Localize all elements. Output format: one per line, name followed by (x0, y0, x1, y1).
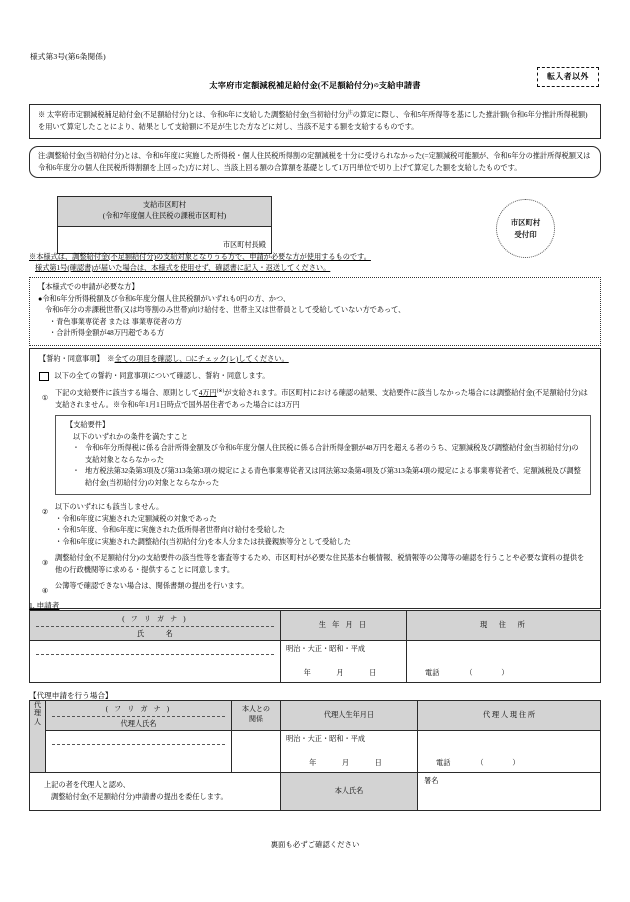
proxy-name-divider (52, 744, 225, 745)
pledge-item-1-amount-sup: (※) (216, 389, 225, 395)
section-applicant-title: 1. 申請者 (29, 601, 60, 610)
usage-note-text-1: 本様式は、調整給付金(不足額給付分)の支給対象となりうる方で、申請が必要な方が使用するものです。 (36, 253, 371, 261)
proxy-era-options: 明治・大正・昭和・平成 (286, 734, 366, 743)
pledge-agreement-box (29, 348, 601, 609)
note-overview-text-1: 太宰府市定額減税補足給付金(不足額給付分)とは、令和6年に支給した調整給付金(当初給付分) (47, 111, 348, 119)
pledge-item-2-bullet-3: ・令和6年度に実施された調整給付(当初給付分)を本人分または扶養親族等分として受給した (55, 537, 351, 546)
municipality-table (57, 196, 272, 254)
proxy-relation-label-line1: 本人との (242, 705, 270, 713)
note-overview-superscript: 注 (347, 111, 353, 116)
municipality-header-cell (58, 197, 272, 227)
pledge-item-1-amount: 4万円 (198, 389, 217, 398)
pledge-title-mark: ※ (107, 355, 115, 363)
note-box-footnote (29, 146, 601, 178)
applicant-name-header-cell (30, 611, 281, 641)
pledge-checkbox[interactable] (39, 372, 49, 382)
pledge-item-4-text: 公簿等で確認できない場合は、関係書類の提出を行います。 (55, 582, 249, 591)
eligibility-line-1: ●令和6年分所得税額及び令和6年度分個人住民税額がいずれも0円の方、かつ、 (38, 294, 291, 303)
delegation-line-1: 上記の者を代理人と認め、 (44, 780, 130, 789)
proxy-tel-paren: （ ） (476, 759, 520, 768)
proxy-relation-header-cell (232, 701, 281, 731)
eligibility-required-box (29, 277, 601, 346)
proxy-input-row (30, 730, 601, 772)
proxy-vertical-label-char: 理 (34, 709, 41, 718)
page-title (0, 80, 630, 92)
pledge-item-1 (39, 388, 591, 497)
applicant-tel-label: 電話 (425, 669, 440, 678)
signature-label: 署名 (424, 776, 439, 785)
proxy-dob-header-cell (281, 701, 418, 731)
proxy-dob-input-cell[interactable] (281, 730, 418, 772)
applicant-furigana-label: ( フ リ ガ ナ ) (122, 614, 188, 623)
note-box-overview (29, 104, 601, 139)
pledge-item-1-text-b: が支給されます。市区町村における確認の結果、支給要件に該当しなかった場合には調整給付金(不足額給付分)は支給されません。 (55, 389, 588, 409)
pledge-item-1-body (55, 388, 591, 497)
proxy-tel-label: 電話 (436, 759, 451, 768)
proxy-address-label: 代 理 人 現 住 所 (482, 711, 536, 720)
form-number: 様式第3号(第6条関係) (30, 52, 106, 61)
proxy-vertical-label-char: 人 (34, 717, 41, 726)
note-overview-text-2: の算定に際し、令和5年所得等を基にした推計額(令和6年分推計所得税額)を用いて算定したことにより、結果として支給額に不足が生じた方などに対し、当該不足する額を支給するものです。 (38, 111, 588, 131)
requirement-intro: 以下のいずれかの条件を満たすこと (73, 432, 189, 441)
proxy-address-input-cell[interactable] (418, 730, 601, 772)
proxy-ymd-labels: 年 月 日 (309, 759, 383, 768)
proxy-table (29, 700, 601, 811)
requirement-bullet-1 (66, 443, 582, 466)
stamp-line2: 受付印 (514, 229, 537, 239)
proxy-name-header-cell (46, 701, 232, 731)
pledge-agree-label: 以下の全ての誓約・同意事項について確認し、誓約・同意します。 (54, 371, 270, 380)
usage-note-line-2 (35, 263, 330, 273)
pledge-item-2-marker: ② (41, 508, 49, 517)
pledge-item-4-marker: ④ (41, 587, 49, 596)
applicant-name-label: 氏 名 (137, 630, 173, 639)
applicant-ymd-labels: 年 月 日 (303, 669, 378, 678)
pledge-item-4 (39, 581, 591, 597)
proxy-relation-label-line2: 関係 (249, 715, 263, 724)
proxy-header-row (30, 701, 601, 731)
proxy-tel-row (436, 758, 520, 768)
pledge-item-2-body (55, 502, 591, 548)
municipality-header-line1: 支給市区町村 (142, 201, 187, 209)
eligibility-bullet-2: ・合計所得金額が48万円超である方 (49, 329, 165, 338)
proxy-dob-label: 代理人生年月日 (323, 711, 375, 720)
pledge-item-2-bullet-1: ・令和6年度に実施された定額減税の対象であった (55, 514, 217, 523)
applicant-address-input-cell[interactable] (407, 640, 601, 682)
usage-note-line-1 (29, 252, 371, 262)
note-footnote-text: 注:調整給付金(当初給付分)とは、令和6年度に実施した所得税・個人住民税所得割の定額減税を十分に受けられなかった(=定額減税可能額が、令和6年分の推計所得税額又は令和6年度分の個人住民税所得割額を上回った)方に対し、当該上回る額の合算額を基礎として1万円単位で切り上げて算定した額を支給したものです。 (38, 152, 591, 172)
requirement-bullet-1-dot: ・ (72, 444, 80, 453)
applicant-tel-paren: （ ） (465, 669, 509, 678)
note-mark: ※ (38, 111, 46, 119)
stamp-line1: 市区町村 (510, 218, 541, 228)
requirement-bullet-2-dot: ・ (72, 467, 80, 476)
usage-note-mark: ※ (29, 253, 37, 261)
pledge-item-2 (39, 502, 591, 548)
pledge-item-3-text: 調整給付金(不足額給付分)の支給要件の該当性等を審査等するため、市区町村が必要な住民基本台帳情報、税情報等の公簿等の確認を行うことや必要な資料の提供を他の行政機関等に求める・提供することに同意します。 (55, 554, 585, 574)
pledge-item-2-intro: 以下のいずれにも該当しません。 (55, 503, 164, 512)
page-title-tail: 支給申請書 (378, 81, 421, 90)
applicant-tel-row (425, 668, 509, 678)
proxy-vertical-label-char: 代 (34, 701, 41, 709)
footer-note: 裏面も必ずご確認ください (270, 840, 360, 849)
delegation-row (30, 772, 601, 810)
status-badge-transferee: 転入者以外 (537, 67, 599, 87)
applicant-address-label: 現 住 所 (480, 621, 527, 630)
proxy-name-label: 代理人氏名 (120, 720, 157, 729)
pledge-item-1-text-a: 下記の支給要件に該当する場合、原則として (55, 389, 199, 398)
eligibility-box-title: 【本様式での申請が必要な方】 (38, 283, 139, 291)
applicant-name-input-cell[interactable] (30, 640, 281, 682)
pledge-item-3-marker: ③ (41, 559, 49, 568)
delegation-principal-label: 本人氏名 (334, 786, 364, 795)
page-title-particle: の (373, 83, 379, 89)
proxy-address-header-cell (418, 701, 601, 731)
proxy-name-input-cell[interactable] (46, 730, 232, 772)
pledge-item-3 (39, 553, 591, 576)
applicant-table (29, 610, 601, 683)
requirement-detail-box (55, 415, 591, 495)
applicant-header-row (30, 611, 601, 641)
applicant-dob-label: 生 年 月 日 (318, 621, 369, 630)
pledge-title-instruction: 全ての項目を確認し、□にチェック(レ)してください。 (114, 355, 289, 363)
applicant-address-header-cell (407, 611, 601, 641)
pledge-item-1-marker: ① (41, 394, 49, 403)
pledge-title-label: 【誓約・同意事項】 (39, 355, 101, 363)
eligibility-line-2: 令和6年分の非課税世帯(又は均等割のみ世帯)向け給付を、世帯主又は世帯員として受給していない方であって、 (45, 306, 406, 315)
usage-note-text-2: 様式第1号(確認書)が届いた場合は、本様式を使用せず、確認書に記入・返送してください。 (35, 264, 331, 272)
municipality-header-line2: (令和7年度個人住民税の課税市区町村) (102, 212, 227, 221)
proxy-vertical-label-cell (30, 701, 46, 773)
section-proxy-title: 【代理申請を行う場合】 (29, 691, 113, 700)
requirement-title: 【支給要件】 (66, 421, 110, 430)
applicant-name-divider (36, 654, 274, 655)
delegation-line-2: 調整給付金(不足額給付分)申請書の提出を委任します。 (51, 792, 228, 801)
delegation-signature-cell[interactable] (418, 772, 601, 810)
pledge-title-row (39, 354, 591, 366)
delegation-principal-label-cell (281, 772, 418, 810)
pledge-item-1-text-c: ※令和6年1月1日時点で国外居住者であった場合には3万円 (112, 400, 300, 409)
pledge-agree-row[interactable] (39, 371, 591, 383)
applicant-input-row (30, 640, 601, 682)
municipality-input-cell[interactable] (58, 226, 272, 254)
applicant-era-options: 明治・大正・昭和・平成 (286, 644, 366, 653)
applicant-dob-input-cell[interactable] (281, 640, 407, 682)
requirement-bullet-2 (66, 466, 582, 489)
applicant-dob-header-cell (281, 611, 407, 641)
pledge-item-1-text (55, 388, 591, 411)
municipality-suffix-label: 市区町村長殿 (222, 241, 266, 250)
reception-stamp-circle (496, 199, 555, 258)
requirement-bullet-2-text: 地方税法第32条第3項及び第313条第3項の規定による青色事業専従者又は同法第32条第4項及び第313条第4項の規定による事業専従者で、定額減税及び調整給付金(当初給付分)の対象とならなかった (85, 467, 581, 487)
eligibility-bullet-1: ・青色事業専従者 または 事業専従者の方 (49, 317, 182, 326)
requirement-bullet-1-text: 令和6年分所得税に係る合計所得金額及び令和6年度分個人住民税に係る合計所得金額が48万円を超える者のうち、定額減税及び調整給付金(当初給付分)の支給対象とならなかった (85, 444, 579, 464)
proxy-furigana-label: ( フ リ ガ ナ ) (105, 704, 172, 713)
pledge-item-2-bullet-2: ・令和5年度、令和6年度に実施された低所得者世帯向け給付を受給した (55, 526, 286, 535)
proxy-relation-input-cell[interactable] (232, 730, 281, 772)
page-title-main: 太宰府市定額減税補足給付金(不足額給付分) (209, 81, 374, 90)
delegation-statement-cell (30, 772, 281, 810)
